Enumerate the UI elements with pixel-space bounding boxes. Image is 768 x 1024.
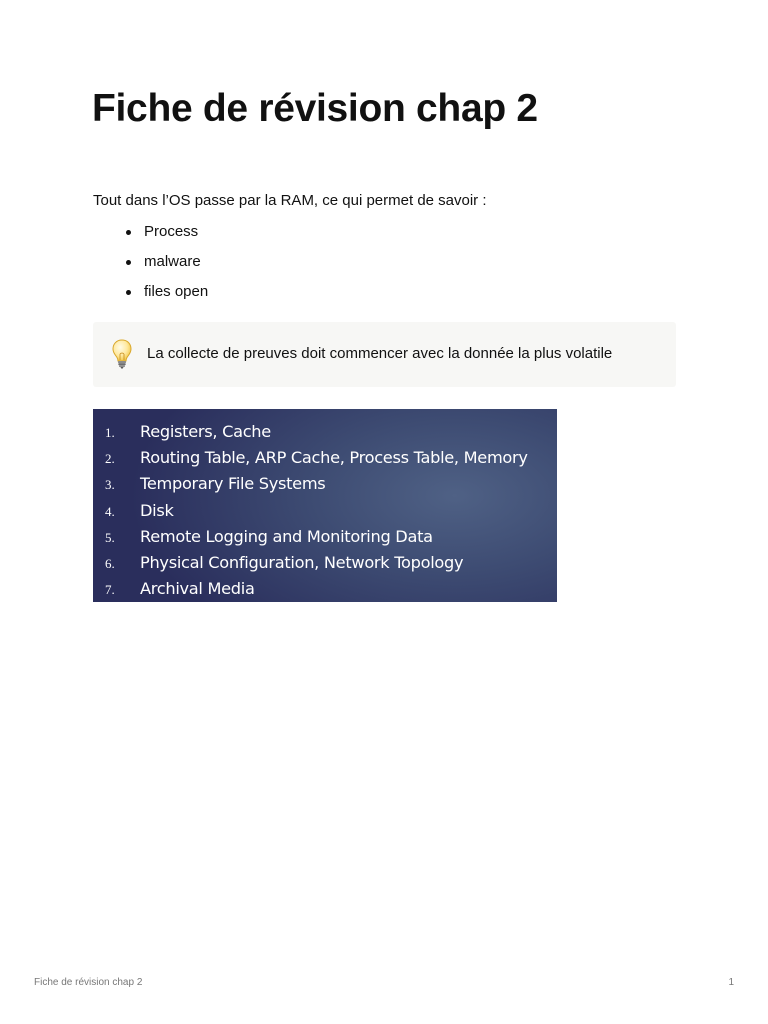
volatility-order-image xyxy=(93,409,557,602)
list-item-text: Process xyxy=(144,223,199,240)
item-label: Physical Configuration, Network Topology xyxy=(140,552,464,572)
item-number: 5. xyxy=(105,529,115,545)
item-label: Registers, Cache xyxy=(140,422,271,441)
item-label: Archival Media xyxy=(140,579,255,599)
item-number: 1. xyxy=(105,425,115,440)
bullet-list xyxy=(93,222,208,312)
bullet-icon xyxy=(126,230,131,235)
list-item xyxy=(93,282,208,302)
callout-block xyxy=(93,322,676,387)
item-number: 3. xyxy=(105,477,115,493)
item-number: 6. xyxy=(105,555,115,571)
callout-text: La collecte de preuves doit commencer avec la donnée la plus volatile xyxy=(147,345,613,362)
footer-title: Fiche de révision chap 2 xyxy=(34,977,143,988)
list-item xyxy=(93,222,208,242)
list-item-text: malware xyxy=(144,253,201,270)
item-label: Temporary File Systems xyxy=(140,474,326,494)
list-item-text: files open xyxy=(144,283,209,300)
intro-text: Tout dans l’OS passe par la RAM, ce qui permet de savoir : xyxy=(93,192,487,209)
item-label: Remote Logging and Monitoring Data xyxy=(140,526,433,546)
item-number: 2. xyxy=(105,451,115,467)
page-number: 1 xyxy=(728,977,734,988)
item-number: 4. xyxy=(105,503,115,519)
lightbulb-icon xyxy=(111,339,133,369)
item-number: 7. xyxy=(105,582,115,598)
list-item xyxy=(93,252,208,272)
bullet-icon xyxy=(126,260,131,265)
bullet-icon xyxy=(126,290,131,295)
page-title: Fiche de révision chap 2 xyxy=(92,87,538,130)
item-label: Disk xyxy=(140,500,174,520)
item-label: Routing Table, ARP Cache, Process Table, Memory xyxy=(140,448,528,468)
